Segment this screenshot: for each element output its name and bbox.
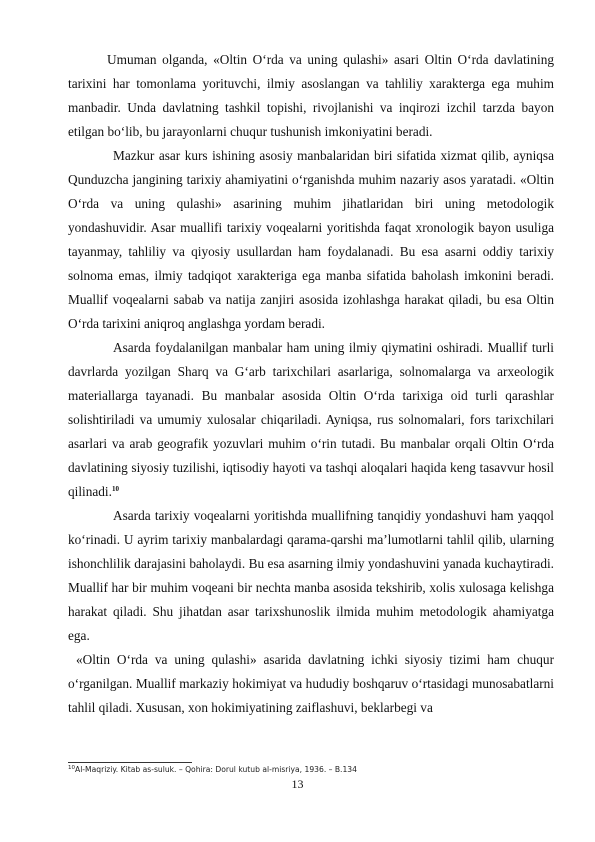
footnote-number: 10	[68, 765, 75, 771]
page-number: 13	[291, 777, 304, 791]
footnote-text: Al-Maqriziy. Kitab as-suluk. – Qohira: Dorul kutub al-misriya, 1936. – B.134	[75, 765, 357, 774]
paragraph-4: Asarda tarixiy voqealarni yoritishda muallifning tanqidiy yondashuvi ham yaqqol ko‘rinadi. U ayrim tarixiy manbalardagi qarama-qarshi ma’lumotlarni tahlil qilib, ularning ishonchlilik darajasini baholaydi. Bu esa asarning ilmiy yondashuvini yanada kuchaytiradi. Muallif har bir muhim voqeani bir nechta manba asosida tekshirib, xolis xulosaga kelishga harakat qiladi. Shu jihatdan asar tarixshunoslik ilmida muhim metodologik ahamiyatga ega.	[68, 508, 554, 643]
footnote	[68, 765, 554, 775]
footnote-divider	[68, 762, 192, 763]
footnote-reference[interactable]: 10	[111, 485, 119, 493]
paragraph-3	[68, 336, 554, 504]
paragraph-3-text: Asarda foydalanilgan manbalar ham uning ilmiy qiymatini oshiradi. Muallif turli davrlarda yozilgan Sharq va G‘arb tarixchilari asarlariga, solnomalarga va arxeologik materiallarga tayanadi. Bu manbalar asosida Oltin O‘rda tarixiga oid turli qarashlar solishtiriladi va umumiy xulosalar chiqariladi. Ayniqsa, rus solnomalari, fors tarixchilari asarlari va arab geografik yozuvlari muhim o‘rin tutadi. Bu manbalar orqali Oltin O‘rda davlatining siyosiy tuzilishi, iqtisodiy hayoti va tashqi aloqalari haqida keng tasavvur hosil qilinadi.	[68, 340, 554, 499]
paragraph-5: «Oltin O‘rda va uning qulashi» asarida davlatning ichki siyosiy tizimi ham chuqur o‘rganilgan. Muallif markaziy hokimiyat va hududiy boshqaruv o‘rtasidagi munosabatlarni tahlil qiladi. Xususan, xon hokimiyatining zaiflashuvi, beklarbegi va	[68, 652, 554, 715]
paragraph-1: Umuman olganda, «Oltin O‘rda va uning qulashi» asari Oltin O‘rda davlatining tarixini har tomonlama yorituvchi, ilmiy asoslangan va tahliliy xarakterga ega muhim manbadir. Unda davlatning tashkil topishi, rivojlanishi va inqirozi izchil tarzda bayon etilgan bo‘lib, bu jarayonlarni chuqur tushunish imkoniyatini beradi.	[68, 52, 554, 139]
body-text	[68, 48, 554, 720]
paragraph-2: Mazkur asar kurs ishining asosiy manbalaridan biri sifatida xizmat qilib, ayniqsa Qunduzcha jangining tarixiy ahamiyatini o‘rganishda muhim nazariy asos yaratadi. «Oltin O‘rda va uning qulashi» asarining muhim jihatlaridan biri uning metodologik yondashuvidir. Asar muallifi tarixiy voqealarni yoritishda faqat xronologik bayon usuliga tayanmay, tahliliy va qiyosiy usullardan ham foydalanadi. Bu esa asarni oddiy tarixiy solnoma emas, ilmiy tadqiqot xarakteriga ega manba sifatida baholash imkonini beradi. Muallif voqealarni sabab va natija zanjiri asosida izohlashga harakat qiladi, bu esa Oltin O‘rda tarixini aniqroq anglashga yordam beradi.	[68, 148, 554, 331]
